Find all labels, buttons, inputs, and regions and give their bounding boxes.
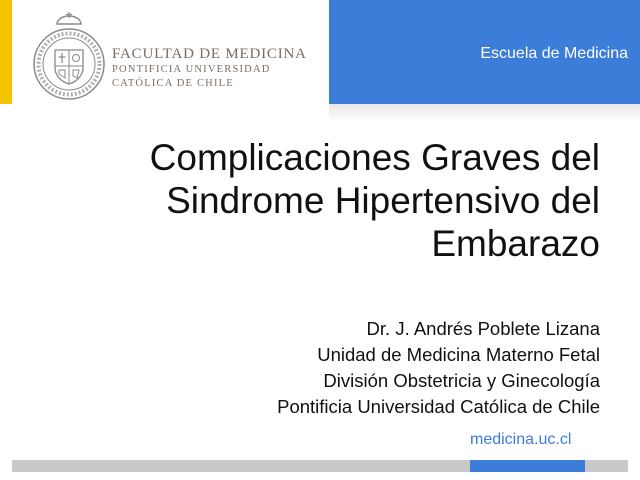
- title-line-1: Complicaciones Graves del: [149, 137, 600, 178]
- author-block: [120, 316, 600, 420]
- school-banner: [329, 0, 640, 104]
- school-name: Escuela de Medicina: [480, 45, 628, 62]
- university-name-line-1: PONTIFICIA UNIVERSIDAD: [112, 64, 271, 75]
- university-name-line-2: CATÓLICA DE CHILE: [112, 78, 234, 89]
- author-name: Dr. J. Andrés Poblete Lizana: [366, 318, 600, 339]
- faculty-brand: [112, 46, 307, 91]
- university-seal-icon: [32, 12, 106, 104]
- author-unit: Unidad de Medicina Materno Fetal: [317, 344, 600, 365]
- slide-title: [40, 136, 600, 265]
- author-institution: Pontificia Universidad Católica de Chile: [277, 396, 600, 417]
- title-line-2: Sindrome Hipertensivo del: [166, 180, 600, 221]
- website-link[interactable]: medicina.uc.cl: [470, 431, 572, 448]
- yellow-accent-strip: [0, 0, 12, 104]
- author-division: División Obstetricia y Ginecología: [323, 370, 600, 391]
- faculty-name: FACULTAD DE MEDICINA: [112, 46, 307, 62]
- title-line-3: Embarazo: [431, 223, 600, 264]
- banner-shadow: [329, 104, 640, 122]
- footer-accent: [470, 460, 585, 472]
